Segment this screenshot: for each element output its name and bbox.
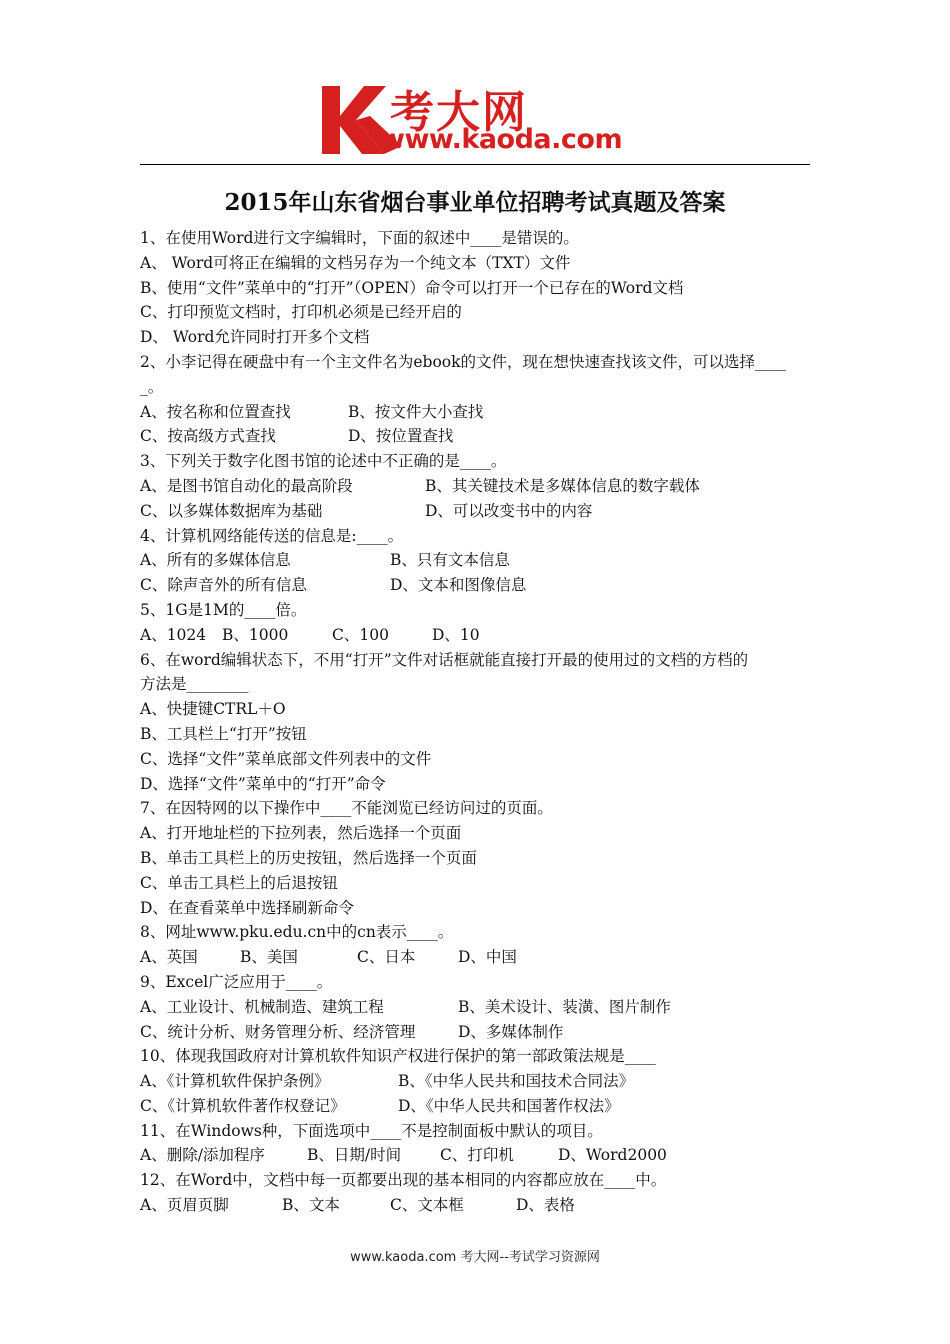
option: D、多媒体制作	[458, 1022, 564, 1041]
question-9: 9、Excel广泛应用于____。	[140, 972, 333, 991]
option: C、《计算机软件著作权登记》	[140, 1096, 346, 1115]
question-10: 10、体现我国政府对计算机软件知识产权进行保护的第一部政策法规是____	[140, 1047, 656, 1066]
option-row	[140, 1094, 812, 1119]
option: D、10	[432, 625, 480, 644]
option: C、100	[332, 625, 389, 644]
option: B、文本	[282, 1196, 340, 1215]
option: D、中国	[458, 948, 517, 967]
option: A、按名称和位置查找	[140, 402, 291, 421]
option: B、美国	[240, 948, 298, 967]
option-line: D、 Word允许同时打开多个文档	[140, 328, 370, 347]
option: B、其关键技术是多媒体信息的数字载体	[425, 476, 700, 495]
question-5: 5、1G是1M的____倍。	[140, 600, 307, 619]
option-line: C、单击工具栏上的后退按钮	[140, 873, 338, 892]
logo-url: www.kaoda.com	[380, 124, 623, 155]
document-title: 2015年山东省烟台事业单位招聘考试真题及答案	[224, 189, 726, 216]
option-line: C、选择“文件”菜单底部文件列表中的文件	[140, 749, 432, 768]
option: B、按文件大小查找	[348, 402, 484, 421]
header-divider	[140, 164, 810, 165]
option: C、统计分析、财务管理分析、经济管理	[140, 1022, 416, 1041]
option: B、只有文本信息	[390, 551, 510, 570]
option-line: A、打开地址栏的下拉列表，然后选择一个页面	[140, 824, 462, 843]
option-row	[140, 1143, 812, 1168]
option: B、《中华人民共和国技术合同法》	[398, 1072, 635, 1091]
option-row	[140, 474, 812, 499]
question-2: 2、小李记得在硬盘中有一个主文件名为ebook的文件，现在想快速查找该文件，可以选择____	[140, 352, 787, 371]
question-6: 6、在word编辑状态下，不用“打开”文件对话框就能直接打开最的使用过的文档的方档的	[140, 650, 749, 669]
option-row	[140, 499, 812, 524]
question-4: 4、计算机网络能传送的信息是:____。	[140, 526, 404, 545]
option-line: A、 Word可将正在编辑的文档另存为一个纯文本（TXT）文件	[140, 253, 571, 272]
question-3: 3、下列关于数字化图书馆的论述中不正确的是____。	[140, 452, 507, 471]
option: D、《中华人民共和国著作权法》	[398, 1096, 620, 1115]
option-row	[140, 548, 812, 573]
kaoda-logo	[318, 80, 638, 160]
question-2-cont: _。	[140, 377, 164, 396]
option-row	[140, 424, 812, 449]
page-footer	[0, 1246, 950, 1265]
option: A、《计算机软件保护条例》	[140, 1072, 330, 1091]
option: A、英国	[140, 948, 198, 967]
option: C、打印机	[440, 1146, 514, 1165]
option-row	[140, 400, 812, 425]
option: B、日期/时间	[307, 1146, 402, 1165]
question-1: 1、在使用Word进行文字编辑时，下面的叙述中____是错误的。	[140, 229, 579, 247]
question-7: 7、在因特网的以下操作中____不能浏览已经访问过的页面。	[140, 799, 553, 818]
option-row	[140, 623, 812, 648]
option: C、日本	[357, 948, 416, 967]
option: C、除声音外的所有信息	[140, 576, 307, 595]
option: A、工业设计、机械制造、建筑工程	[140, 997, 384, 1016]
question-list	[140, 226, 812, 1218]
option-line: B、单击工具栏上的历史按钮，然后选择一个页面	[140, 848, 477, 867]
option-row	[140, 573, 812, 598]
option: D、按位置查找	[348, 427, 454, 446]
option: D、Word2000	[558, 1146, 667, 1165]
option: C、以多媒体数据库为基础	[140, 501, 323, 520]
option: C、按高级方式查找	[140, 427, 276, 446]
option-line: C、打印预览文档时，打印机必须是已经开启的	[140, 303, 462, 322]
option: C、文本框	[390, 1196, 464, 1215]
option-line: B、使用“文件”菜单中的“打开”（OPEN）命令可以打开一个已存在的Word文档	[140, 278, 684, 297]
footer-link[interactable]: www.kaoda.com	[350, 1250, 457, 1265]
option-row	[140, 945, 812, 970]
option-line: B、工具栏上“打开”按钮	[140, 724, 307, 743]
option-row	[140, 1020, 812, 1045]
option: A、删除/添加程序	[140, 1146, 265, 1165]
option: D、表格	[516, 1196, 575, 1215]
question-6-cont: 方法是________	[140, 675, 249, 694]
question-8: 8、网址www.pku.edu.cn中的cn表示____。	[140, 923, 454, 942]
option: B、美术设计、装潢、图片制作	[458, 997, 671, 1016]
question-12: 12、在Word中，文档中每一页都要出现的基本相同的内容都应放在____中。	[140, 1171, 667, 1190]
option: A、1024	[140, 625, 207, 644]
option: B、1000	[222, 625, 289, 644]
question-11: 11、在Windows种，下面选项中____不是控制面板中默认的项目。	[140, 1121, 603, 1140]
option-row	[140, 1193, 812, 1218]
logo-chinese-name: 考大网	[390, 87, 528, 138]
option-row	[140, 1069, 812, 1094]
option: A、所有的多媒体信息	[140, 551, 291, 570]
option: D、可以改变书中的内容	[425, 501, 593, 520]
option-line: D、选择“文件”菜单中的“打开”命令	[140, 774, 386, 793]
option: A、是图书馆自动化的最高阶段	[140, 476, 353, 495]
option: A、页眉页脚	[140, 1196, 229, 1215]
option: D、文本和图像信息	[390, 576, 527, 595]
option-line: A、快捷键CTRL＋O	[140, 700, 286, 719]
option-row	[140, 995, 812, 1020]
footer-text: 考大网--考试学习资源网	[456, 1250, 600, 1265]
option-line: D、在查看菜单中选择刷新命令	[140, 898, 354, 917]
